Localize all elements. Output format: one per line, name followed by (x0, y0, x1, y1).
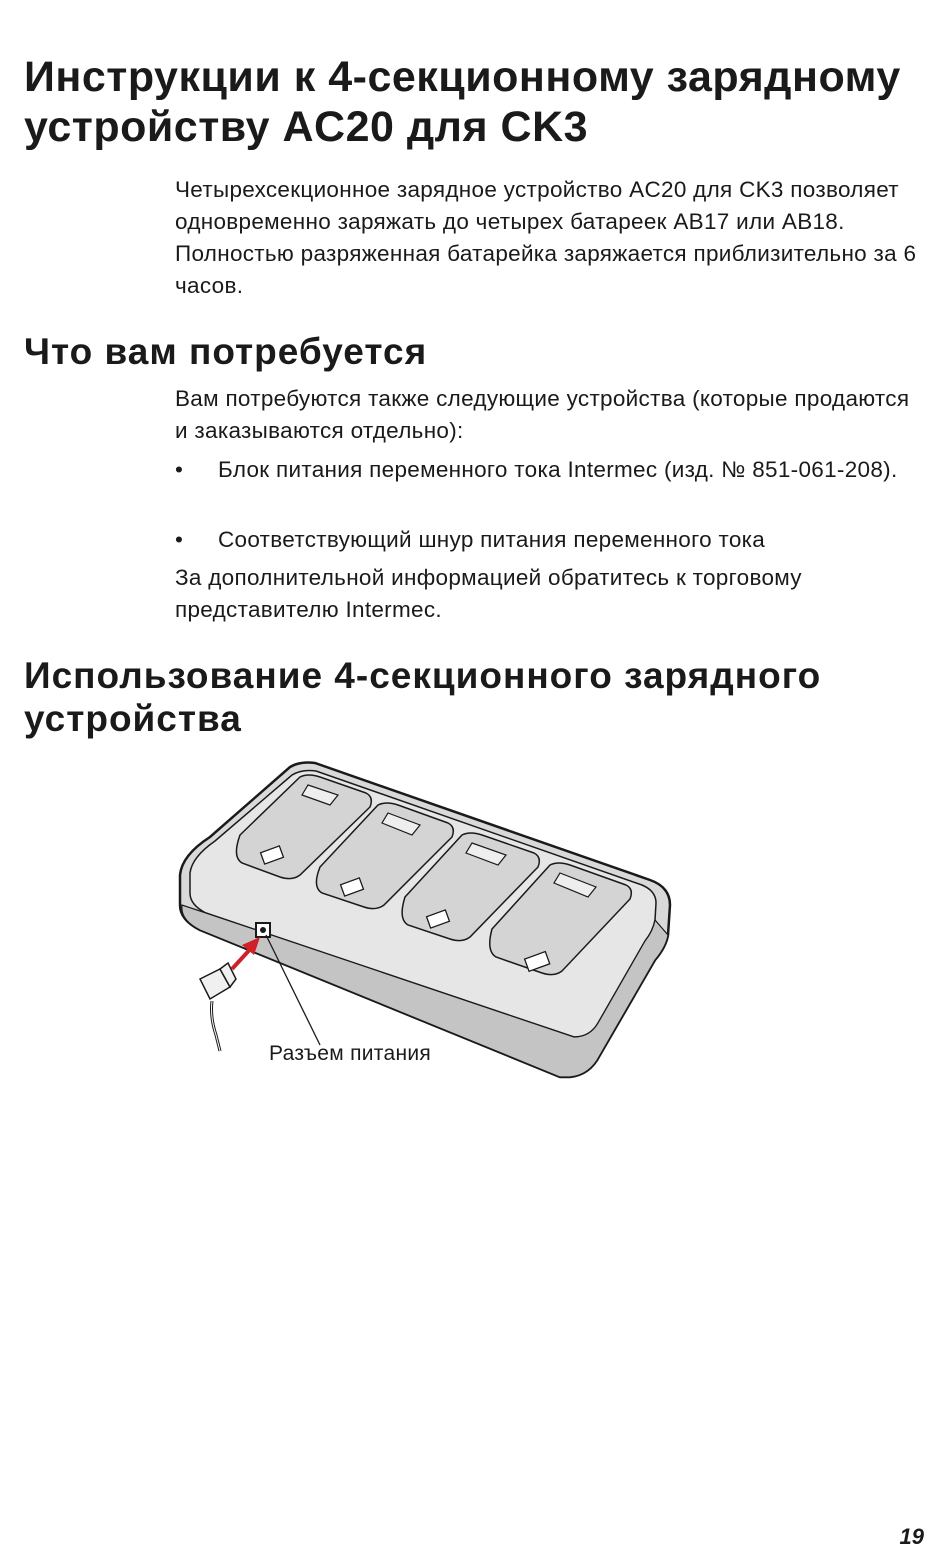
figure-caption: Разъем питания (269, 1042, 432, 1065)
needs-lead-paragraph: Вам потребуются также следующие устройства (которые продаются и заказываются отдельно): (175, 386, 910, 443)
list-item-text: Блок питания переменного тока Intermec (изд. № 851-061-208). (218, 457, 898, 482)
bullet-marker: • (175, 457, 184, 482)
page-title: Инструкции к 4-секционному зарядному устройству AC20 для CK3 (24, 53, 901, 151)
bullet-marker: • (175, 527, 184, 552)
power-port-hole (260, 927, 266, 933)
power-cord (212, 1001, 221, 1051)
section-heading-use: Использование 4-секционного зарядного устройства (24, 655, 822, 739)
intro-paragraph: Четырехсекционное зарядное устройство AC20 для CK3 позволяет одновременно заряжать до четырех батареек AB17 или AB18. Полностью разряженная батарейка заряжается приблизительно за 6 часов. (175, 177, 917, 298)
page-number: 19 (899, 1524, 924, 1549)
needs-note-paragraph: За дополнительной информацией обратитесь к торговому представителю Intermec. (175, 565, 802, 622)
section-heading-needs: Что вам потребуется (24, 331, 428, 372)
list-item-text: Соответствующий шнур питания переменного тока (218, 527, 766, 552)
